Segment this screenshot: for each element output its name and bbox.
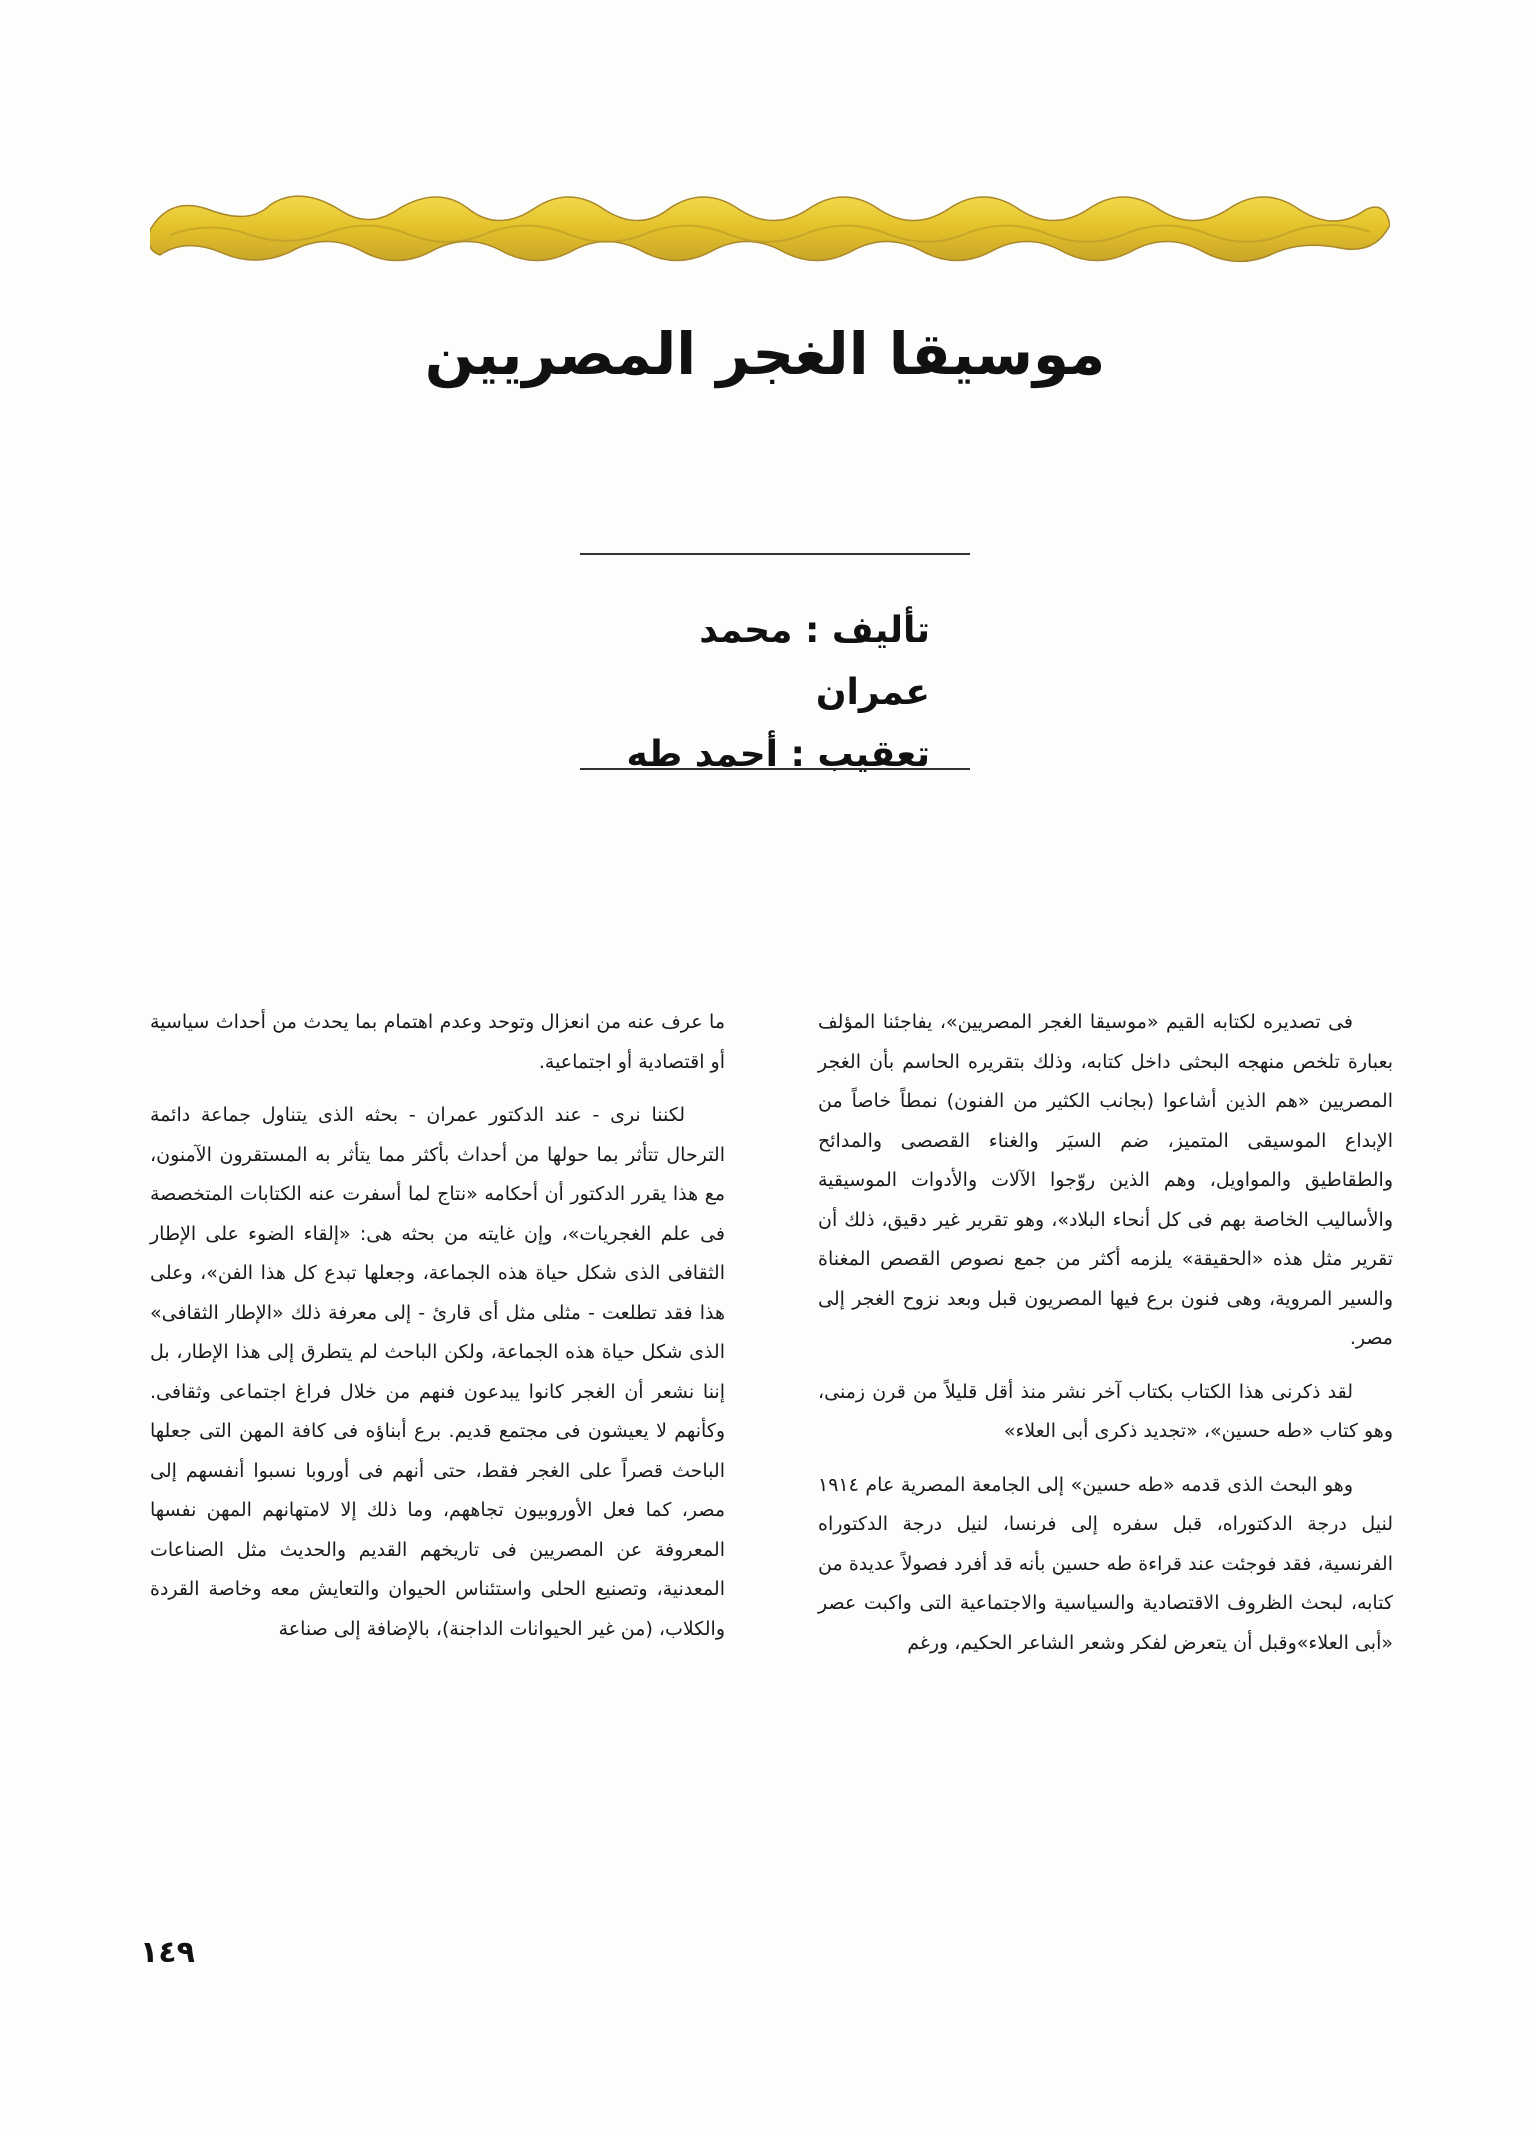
page-number: ١٤٩ bbox=[140, 1935, 195, 1970]
right-paragraph-1: فى تصديره لكتابه القيم «موسيقا الغجر المصريين»، يفاجئنا المؤلف بعبارة تلخص منهجه البحثى داخل كتابه، وذلك بتقريره الحاسم بأن الغجر المصريين «هم الذين أشاعوا (بجانب الكثير من الفنون) نمطاً خاصاً من الإبداع الموسيقى المتميز، ضم السيَر والغناء القصصى والمدائح والطقاطيق والمواويل، وهم الذين روّجوا الآلات والأدوات الموسيقية والأساليب الخاصة بهم فى كل أنحاء البلاد»، وهو تقرير غير دقيق، ذلك أن تقرير مثل هذه «الحقيقة» يلزمه أكثر من جمع نصوص القصص المغناة والسير المروية، وهى فنون برع فيها المصريون قبل وبعد نزوح الغجر إلى مصر. bbox=[818, 1011, 1393, 1349]
left-column bbox=[150, 1003, 725, 1663]
right-paragraph-3: وهو البحث الذى قدمه «طه حسين» إلى الجامعة المصرية عام ١٩١٤ لنيل درجة الدكتوراه، قبل سفره إلى فرنسا، لنيل درجة الدكتوراه الفرنسية، فقد فوجئت عند قراءة طه حسين بأنه قد أفرد فصولاً عديدة من كتابه، لبحث الظروف الاقتصادية والسياسية والاجتماعية التى واكبت عصر «أبى العلاء»وقبل أن يتعرض لفكر وشعر الشاعر الحكيم، ورغم bbox=[818, 1473, 1393, 1654]
left-paragraph-2: لكننا نرى - عند الدكتور عمران - بحثه الذى يتناول جماعة دائمة الترحال تتأثر بما حولها من أحداث بأكثر مما يتأثر به المستقرون الآمنون، مع هذا يقرر الدكتور أن أحكامه «نتاج لما أسفرت عنه الكتابات المتخصصة فى علم الغجريات»، وإن غايته من بحثه هى: «إلقاء الضوء على الإطار الثقافى الذى شكل حياة هذه الجماعة، وجعلها تبدع كل هذا الفن»، وعلى هذا فقد تطلعت - مثلى مثل أى قارئ - إلى معرفة ذلك «الإطار الثقافى» الذى شكل حياة هذه الجماعة، ولكن الباحث لم يتطرق إلى هذا الإطار، بل إننا نشعر أن الغجر كانوا يبدعون فنهم من خلال فراغ اجتماعى وثقافى. وكأنهم لا يعيشون فى مجتمع قديم. برع أبناؤه فى كافة المهن التى جعلها الباحث قصراً على الغجر فقط، حتى أنهم فى أوروبا نسبوا أنفسهم إلى مصر، كما فعل الأوروبيون تجاههم، وما ذلك إلا لامتهانهم المهن نفسها المعروفة عن المصريين فى تاريخهم القديم والحديث مثل الصناعات المعدنية، وتصنيع الحلى واستئناس الحيوان والتعايش معه وخاصة القردة والكلاب، (من غير الحيوانات الداجنة)، بالإضافة إلى صناعة bbox=[150, 1104, 725, 1640]
article-title: موسيقا الغجر المصريين bbox=[424, 320, 1106, 388]
right-column bbox=[818, 1003, 1393, 1677]
decorative-wave-banner bbox=[150, 180, 1390, 270]
commentary-line: تعقيب : أحمد طه bbox=[626, 734, 930, 775]
credits-block bbox=[600, 600, 930, 786]
bottom-divider bbox=[580, 768, 970, 770]
top-divider bbox=[580, 553, 970, 555]
left-paragraph-1: ما عرف عنه من انعزال وتوحد وعدم اهتمام بما يحدث من أحداث سياسية أو اقتصادية أو اجتماعية. bbox=[150, 1011, 725, 1073]
author-line: تأليف : محمد عمران bbox=[699, 610, 930, 713]
right-paragraph-2: لقد ذكرنى هذا الكتاب بكتاب آخر نشر منذ أقل قليلاً من قرن زمنى، وهو كتاب «طه حسين»، «تجديد ذكرى أبى العلاء» bbox=[818, 1380, 1393, 1442]
